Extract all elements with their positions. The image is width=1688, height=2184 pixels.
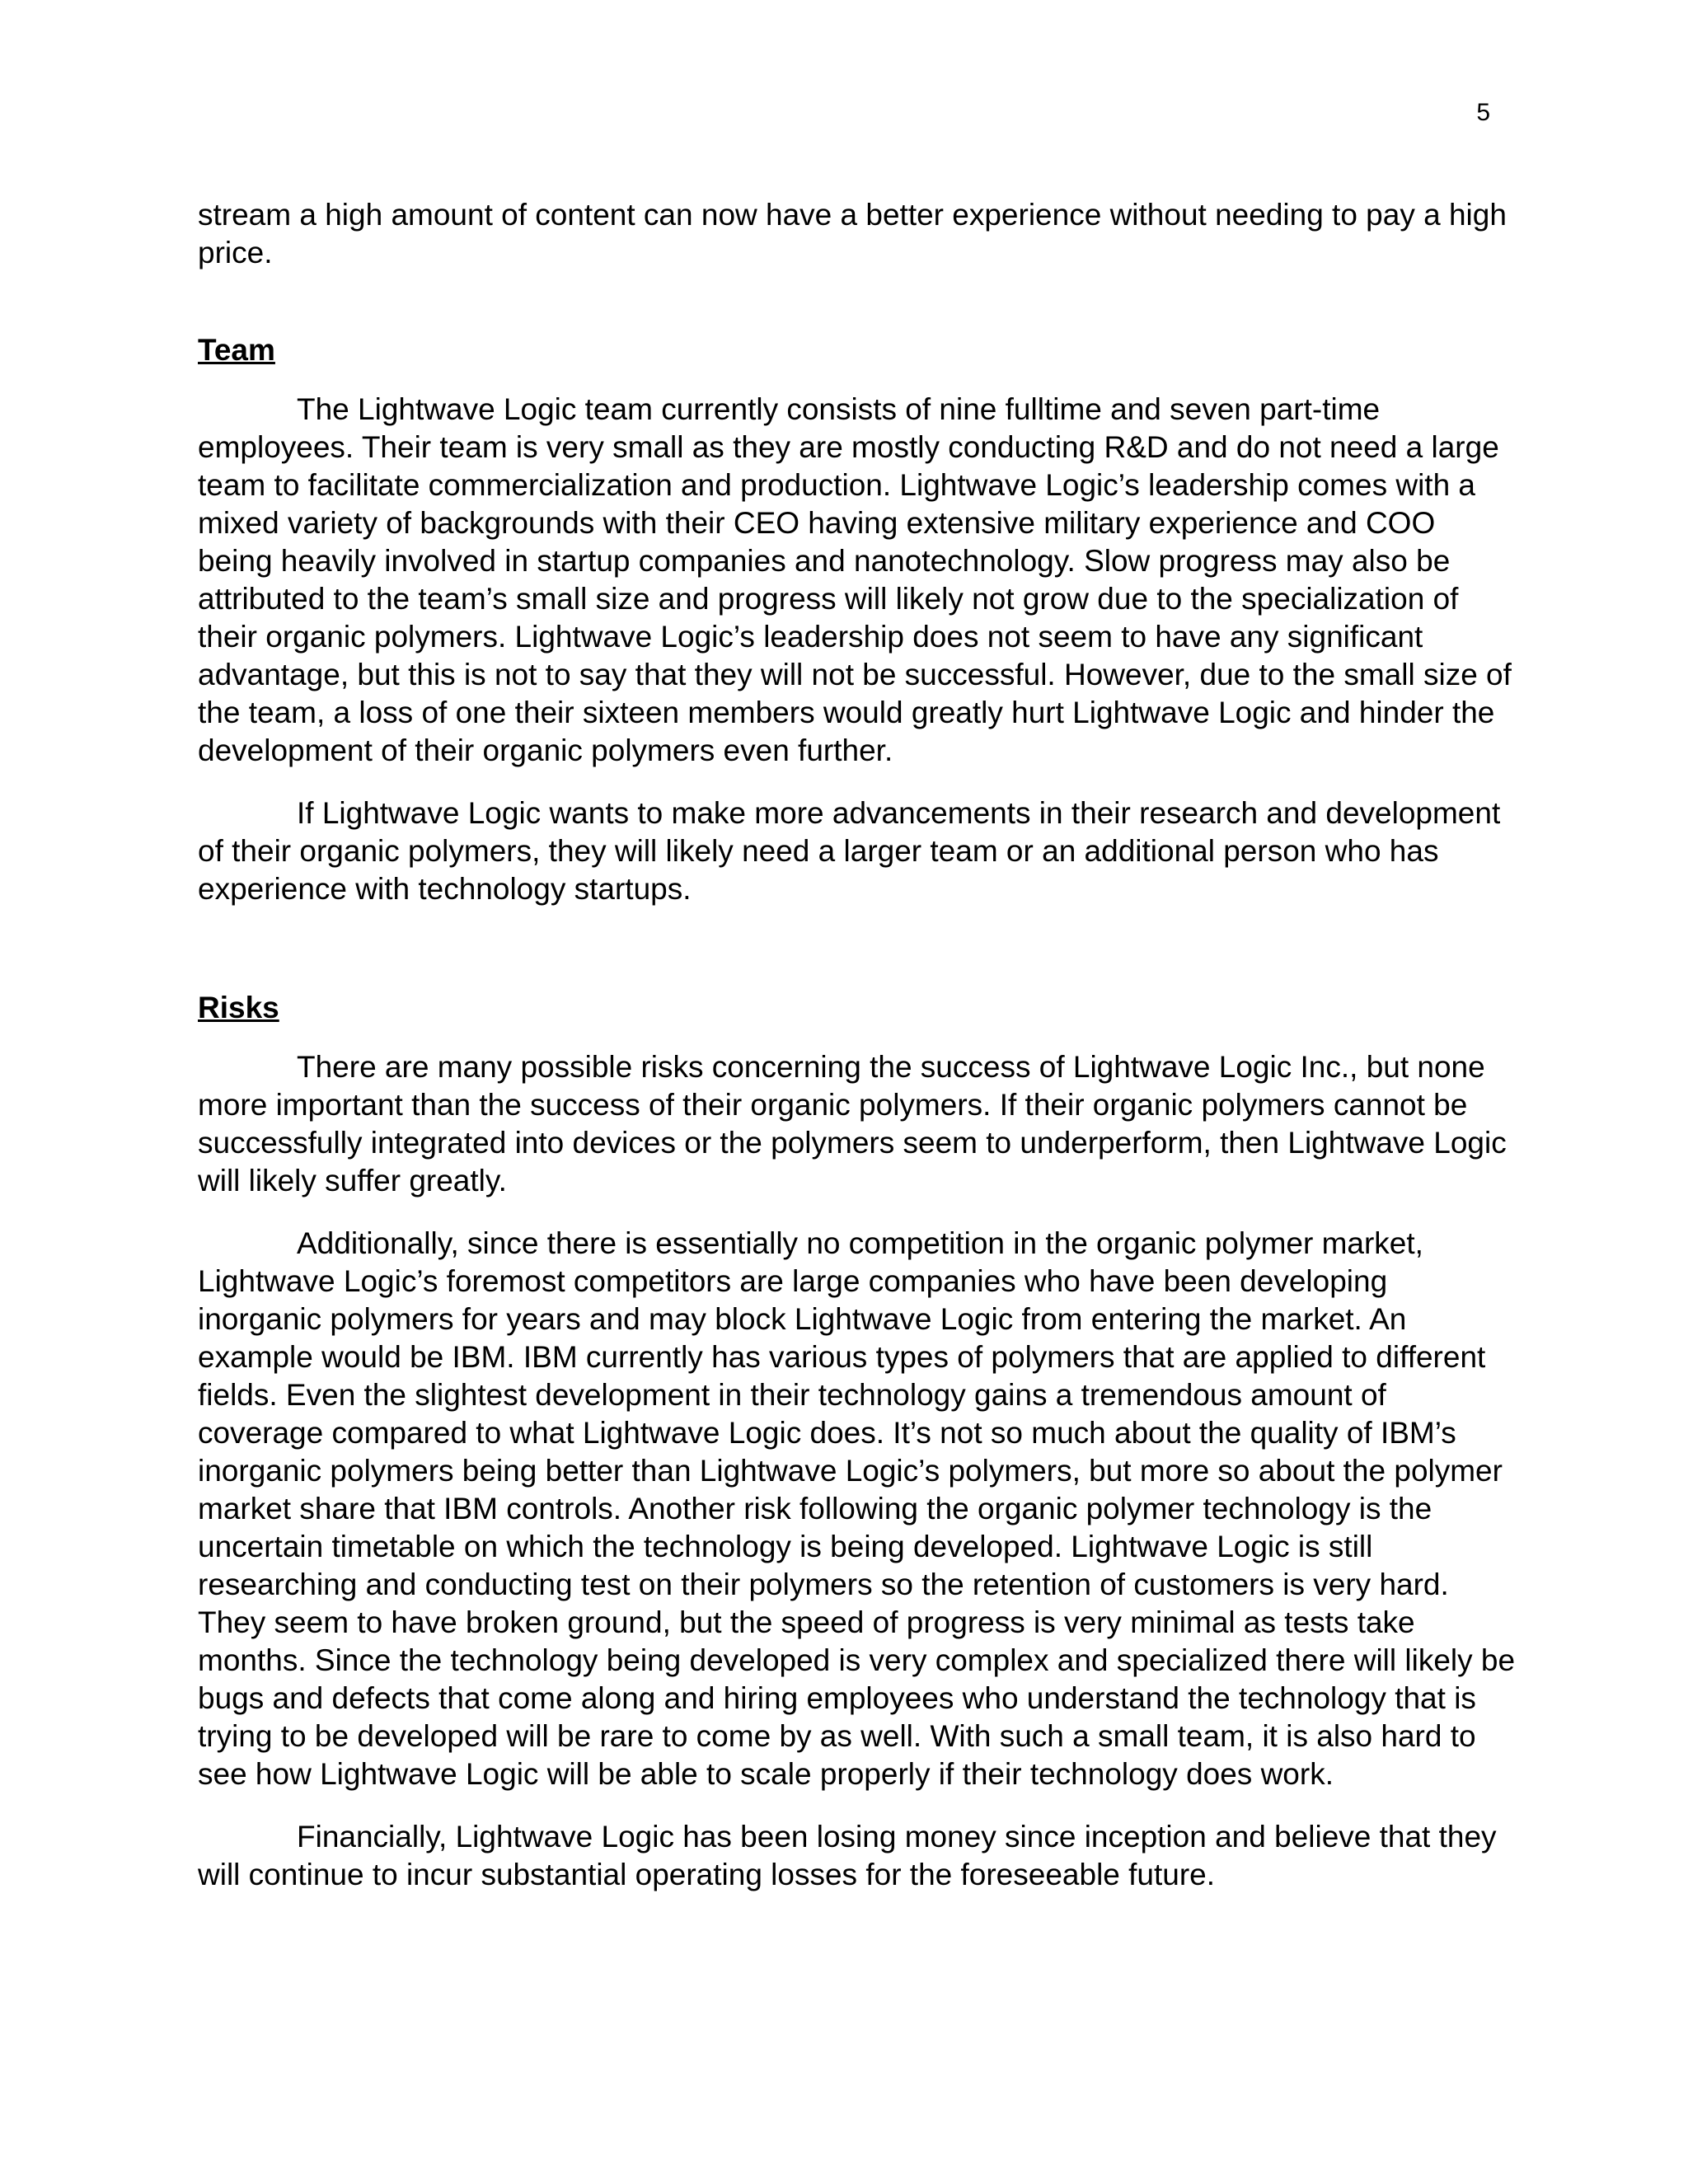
- team-heading: Team: [198, 333, 275, 367]
- risks-heading: Risks: [198, 991, 279, 1024]
- document-body: [198, 196, 1517, 1894]
- section-spacer: [198, 908, 1517, 968]
- page-number: 5: [1476, 99, 1490, 126]
- risks-paragraph-3: Financially, Lightwave Logic has been losing money since inception and believe that they will continue to incur substantial operating losses for the foreseeable future.: [198, 1820, 1497, 1891]
- intro-paragraph: stream a high amount of content can now have a better experience without needing to pay a high price.: [198, 198, 1507, 269]
- paragraph-spacer: [198, 1200, 1517, 1225]
- section-spacer: [198, 272, 1517, 331]
- risks-paragraph-1: There are many possible risks concerning the success of Lightwave Logic Inc., but none more important than the success of their organic polymers. If their organic polymers cannot be successfully integrated into devices or the polymers seem to underperform, then Lightwave Logic will likely suffer greatly.: [198, 1050, 1507, 1197]
- team-paragraph-1: The Lightwave Logic team currently consists of nine fulltime and seven part-time employees. Their team is very small as they are mostly conducting R&D and do not need a large team to facilitate commercialization and production. Lightwave Logic’s leadership comes with a mixed variety of backgrounds with their CEO having extensive military experience and COO being heavily involved in startup companies and nanotechnology. Slow progress may also be attributed to the team’s small size and progress will likely not grow due to the specialization of their organic polymers. Lightwave Logic’s leadership does not seem to have any significant advantage, but this is not to say that they will not be successful. However, due to the small size of the team, a loss of one their sixteen members would greatly hurt Lightwave Logic and hinder the development of their organic polymers even further.: [198, 392, 1512, 767]
- heading-spacer: [198, 1027, 1517, 1048]
- section-spacer-extra: [198, 968, 1517, 989]
- heading-spacer: [198, 369, 1517, 391]
- paragraph-spacer: [198, 1793, 1517, 1818]
- paragraph-spacer: [198, 770, 1517, 794]
- team-paragraph-2: If Lightwave Logic wants to make more advancements in their research and development of their organic polymers, they will likely need a larger team or an additional person who has experience with technology startups.: [198, 796, 1501, 906]
- risks-paragraph-2: Additionally, since there is essentially no competition in the organic polymer market, Lightwave Logic’s foremost competitors are large companies who have been developing inorganic polymers for years and may block Lightwave Logic from entering the market. An example would be IBM. IBM currently has various types of polymers that are applied to different fields. Even the slightest development in their technology gains a tremendous amount of coverage compared to what Lightwave Logic does. It’s not so much about the quality of IBM’s inorganic polymers being better than Lightwave Logic’s polymers, but more so about the polymer market share that IBM controls. Another risk following the organic polymer technology is the uncertain timetable on which the technology is being developed. Lightwave Logic is still researching and conducting test on their polymers so the retention of customers is very hard. They seem to have broken ground, but the speed of progress is very minimal as tests take months. Since the technology being developed is very complex and specialized there will likely be bugs and defects that come along and hiring employees who understand the technology that is trying to be developed will be rare to come by as well. With such a small team, it is also hard to see how Lightwave Logic will be able to scale properly if their technology does work.: [198, 1226, 1516, 1791]
